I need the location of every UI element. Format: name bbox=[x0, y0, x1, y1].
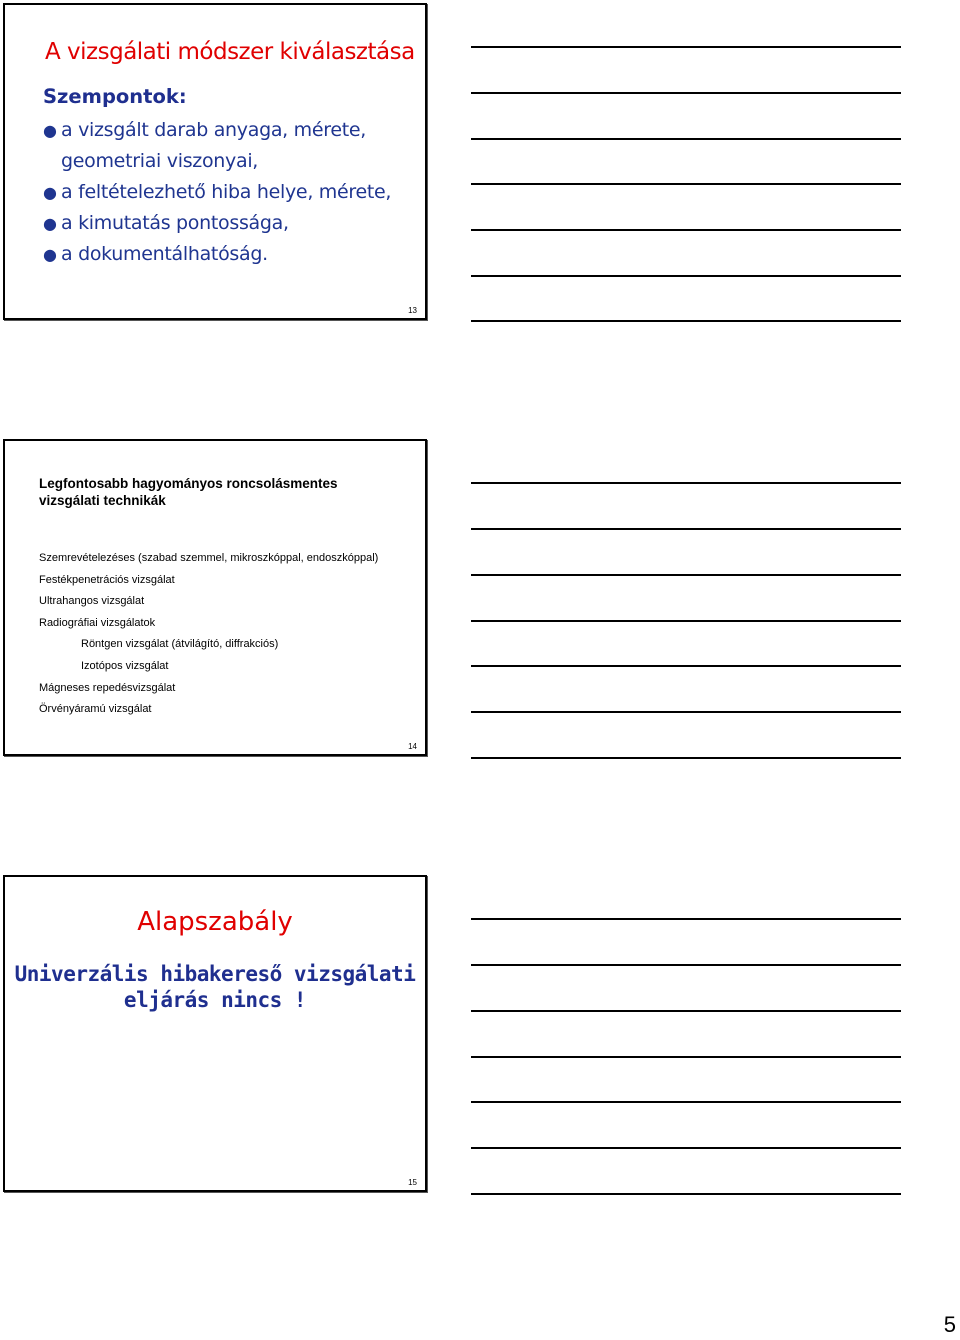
note-line bbox=[471, 138, 901, 140]
bullet-list bbox=[43, 115, 391, 270]
slide-title: A vizsgálati módszer kiválasztása bbox=[45, 39, 415, 65]
note-line bbox=[471, 1147, 901, 1149]
note-line bbox=[471, 229, 901, 231]
list-item: Radiográfiai vizsgálatok bbox=[39, 616, 156, 629]
title-line: vizsgálati technikák bbox=[39, 493, 166, 508]
rule-line: eljárás nincs ! bbox=[123, 988, 307, 1012]
rule-statement bbox=[5, 961, 425, 1013]
slide-number: 13 bbox=[408, 306, 417, 315]
slide-14 bbox=[3, 439, 427, 756]
note-line bbox=[471, 46, 901, 48]
technique-list bbox=[39, 548, 378, 721]
note-line bbox=[471, 528, 901, 530]
note-line bbox=[471, 1193, 901, 1195]
bullet-text: a dokumentálhatóság. bbox=[61, 243, 268, 265]
note-line bbox=[471, 620, 901, 622]
bullet-text: geometriai viszonyai, bbox=[61, 150, 259, 172]
note-line bbox=[471, 1101, 901, 1103]
slide-subtitle: Szempontok: bbox=[43, 85, 187, 108]
note-line bbox=[471, 964, 901, 966]
note-line bbox=[471, 665, 901, 667]
slide-number: 14 bbox=[408, 742, 417, 751]
title-line: Legfontosabb hagyományos roncsolásmentes bbox=[39, 476, 338, 491]
list-item: Ultrahangos vizsgálat bbox=[39, 595, 145, 608]
bullet-text: a vizsgált darab anyaga, mérete, bbox=[61, 119, 367, 141]
bullet-text: a feltételezhető hiba helye, mérete, bbox=[61, 181, 392, 203]
list-item bbox=[43, 208, 391, 239]
list-subitem: Izotópos vizsgálat bbox=[81, 659, 169, 672]
note-line bbox=[471, 918, 901, 920]
note-line bbox=[471, 183, 901, 185]
note-line bbox=[471, 482, 901, 484]
note-line bbox=[471, 711, 901, 713]
list-item: Szemrevételezéses (szabad szemmel, mikroszkóppal, endoszkóppal) bbox=[39, 552, 379, 564]
bullet-text: a kimutatás pontossága, bbox=[61, 212, 289, 234]
list-item bbox=[43, 115, 391, 146]
note-line bbox=[471, 320, 901, 322]
slide-title: Alapszabály bbox=[137, 907, 293, 937]
note-line bbox=[471, 1056, 901, 1058]
page-number: 5 bbox=[943, 1312, 956, 1337]
list-item-continuation bbox=[43, 146, 391, 177]
list-item: Mágneses repedésvizsgálat bbox=[39, 681, 176, 694]
slide-title bbox=[39, 475, 399, 509]
list-item: Festékpenetrációs vizsgálat bbox=[39, 573, 175, 586]
list-item bbox=[43, 239, 391, 270]
bullet-icon: ● bbox=[43, 183, 57, 202]
list-item: Örvényáramú vizsgálat bbox=[39, 703, 152, 716]
note-line bbox=[471, 92, 901, 94]
bullet-icon: ● bbox=[43, 121, 57, 140]
note-line bbox=[471, 275, 901, 277]
bullet-icon: ● bbox=[43, 214, 57, 233]
list-item bbox=[43, 177, 391, 208]
rule-line: Univerzális hibakereső vizsgálati bbox=[14, 962, 416, 986]
note-line bbox=[471, 1010, 901, 1012]
slide-number: 15 bbox=[408, 1178, 417, 1187]
note-line bbox=[471, 757, 901, 759]
note-line bbox=[471, 574, 901, 576]
slide-15 bbox=[3, 875, 427, 1192]
list-subitem: Röntgen vizsgálat (átvilágító, diffrakciós) bbox=[81, 638, 279, 651]
slide-13 bbox=[3, 3, 427, 320]
bullet-icon: ● bbox=[43, 245, 57, 264]
